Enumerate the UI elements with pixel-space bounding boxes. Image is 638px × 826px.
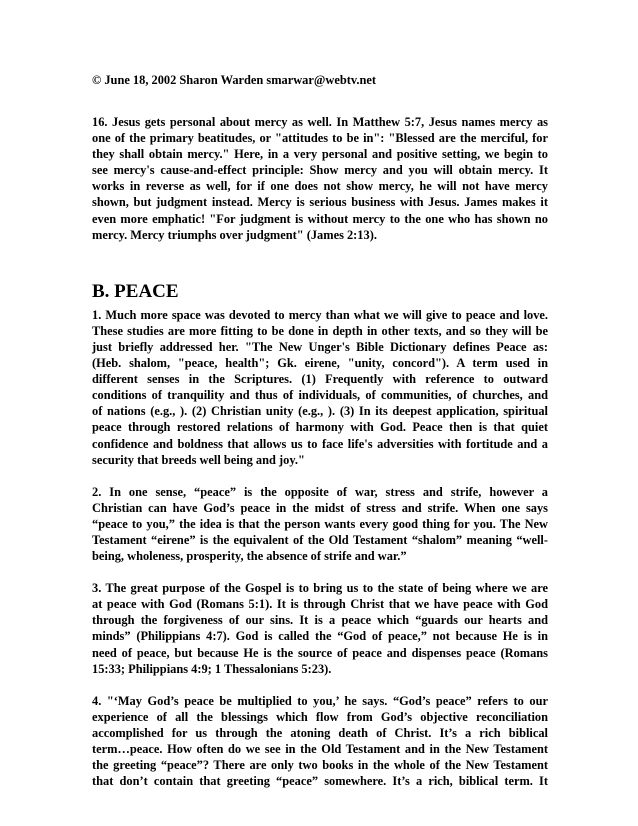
- text-line: of nations (e.g., ). (2) Christian unity (e.g., ). (3) In its deepest application, spiritual: [92, 404, 548, 419]
- text-line: being, wholeness, prosperity, the absence of strife and war.”: [92, 549, 407, 564]
- text-line: through the forgiveness of our sins. It is a peace which “guards our hearts and: [92, 613, 548, 628]
- text-line: These studies are more fitting to be done in depth in other texts, and so they will be: [92, 323, 548, 338]
- section-heading-peace: B. PEACE: [92, 280, 179, 302]
- text-line: peace through restored relations of harmony with God. Peace then is that quiet: [92, 420, 548, 435]
- text-line: 1. Much more space was devoted to mercy than what we will give to peace and love.: [92, 307, 548, 322]
- text-line: the greeting “peace”? There are only two books in the whole of the New Testament: [92, 758, 548, 773]
- text-line: experience of all the blessings which flow from God’s objective reconciliation: [92, 709, 548, 724]
- text-line: Testament “eirene” is the equivalent of the Old Testament “shalom” meaning “well-: [92, 532, 548, 547]
- text-line: accomplished for us through the atoning death of Christ. It’s a rich biblical: [92, 725, 548, 740]
- text-line: 16. Jesus gets personal about mercy as well. In Matthew 5:7, Jesus names mercy as: [92, 115, 548, 129]
- text-line: Christian can have God’s peace in the midst of stress and strife. When one says: [92, 500, 548, 515]
- text-line: works in reverse as well, for if one does not show mercy, he will not have mercy: [92, 179, 548, 194]
- text-line: “peace to you,” the idea is that the person wants every good thing for you. The New: [92, 516, 548, 531]
- text-line: different senses in the Scriptures. (1) Frequently with reference to outward: [92, 372, 548, 387]
- text-line: one of the primary beatitudes, or "attitudes to be in": "Blessed are the merciful, for: [92, 131, 548, 146]
- text-line: conditions of tranquility and thus of individuals, of communities, of churches, and: [92, 388, 548, 403]
- paragraph-16: [92, 114, 548, 243]
- text-line: mercy. Mercy triumphs over judgment" (James 2:13).: [92, 227, 377, 242]
- paragraph-3: [92, 580, 548, 677]
- text-line: need of peace, but because He is the source of peace and dispenses peace (Romans: [92, 645, 548, 660]
- text-line: 15:33; Philippians 4:9; 1 Thessalonians 5:23).: [92, 661, 332, 676]
- copyright-line: © June 18, 2002 Sharon Warden smarwar@webtv.net: [92, 73, 376, 87]
- text-line: just briefly addressed her. "The New Unger's Bible Dictionary defines Peace as:: [92, 339, 548, 354]
- text-line: shown, but judgment instead. Mercy is serious business with Jesus. James makes it: [92, 195, 548, 210]
- text-line: 3. The great purpose of the Gospel is to bring us to the state of being where we are: [92, 581, 548, 596]
- text-line: even more emphatic! "For judgment is without mercy to the one who has shown no: [92, 211, 548, 226]
- text-line: they shall obtain mercy." Here, in a very personal and positive setting, we begin to: [92, 147, 548, 162]
- text-line: see mercy's cause-and-effect principle: Show mercy and you will obtain mercy. It: [92, 163, 548, 178]
- text-line: that don’t contain that greeting “peace” somewhere. It’s a rich, biblical term. It: [92, 774, 548, 789]
- document-page: [92, 72, 548, 805]
- text-line: security that breeds well being and joy.": [92, 452, 305, 467]
- paragraph-4: [92, 693, 548, 790]
- text-line: term…peace. How often do we see in the Old Testament and in the New Testament: [92, 742, 548, 756]
- text-line: confidence and boldness that allows us to face life's adversities with fortitude and a: [92, 436, 548, 451]
- text-line: (Heb. shalom, "peace, health"; Gk. eirene, "unity, concord"). A term used in: [92, 356, 548, 371]
- paragraph-1: [92, 307, 548, 468]
- text-line: 4. "‘May God’s peace be multiplied to you,’ he says. “God’s peace” refers to our: [92, 693, 548, 708]
- paragraph-2: [92, 484, 548, 564]
- text-line: minds” (Philippians 4:7). God is called the “God of peace,” not because He is in: [92, 629, 548, 644]
- text-line: at peace with God (Romans 5:1). It is through Christ that we have peace with God: [92, 597, 548, 612]
- text-line: 2. In one sense, “peace” is the opposite of war, stress and strife, however a: [92, 484, 548, 499]
